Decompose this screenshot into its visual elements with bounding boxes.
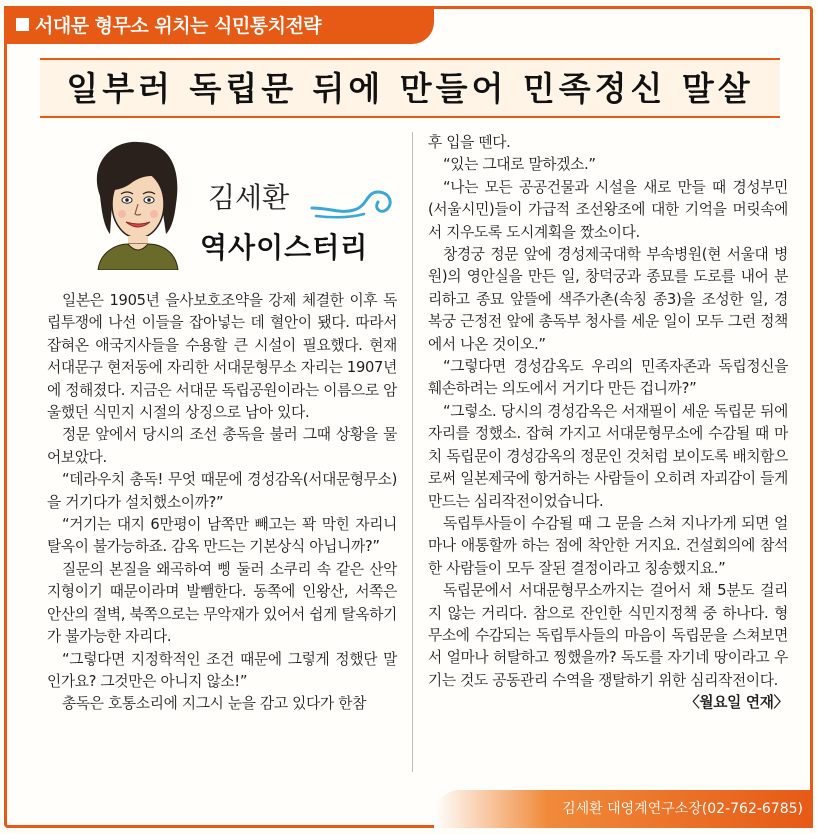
column-name: 역사이스터리 <box>200 231 369 264</box>
paragraph: 질문의 본질을 왜곡하여 삥 둘러 소쿠리 속 같은 산악지형이기 때문이라며 발뺌한다. 동쪽에 인왕산, 서쪽은 안산의 절벽, 북쪽으로는 무악재가 있어서 쉽게 탈옥하기가 불가능한 자리다. <box>47 560 398 646</box>
series-title <box>16 12 321 40</box>
paragraph: 일본은 1905년 을사보호조약을 강제 체결한 이후 독립투쟁에 나선 이들을 잡아넣는 데 혈안이 됐다. 따라서 잡혀온 애국지사들을 수용할 큰 시설이 필요했다. 현재 서대문구 현저동에 자리한 서대문형무소 자리는 1907년에 정해졌다. 지금은 서대문 독립공원이라는 이름으로 암울했던 식민지 시절의 상징으로 남아 있다. <box>47 292 398 422</box>
paragraph: “그렇다면 지정학적인 조건 때문에 그렇게 정했단 말인가요? 그것만은 아니지 않소!” <box>47 650 397 690</box>
paragraph: 정문 앞에서 당시의 조선 총독을 불러 그때 상황을 물어보았다. <box>47 426 397 466</box>
paragraph: 독립문에서 서대문형무소까지는 걸어서 채 5분도 걸리지 않는 거리다. 참으로 잔인한 식민지정책 중 하나다. 형무소에 수감되는 독립투사들의 마음이 독립문을 스쳐보면서 얼마나 허탈하고 찡했을까? 독도를 자기네 땅이라고 우기는 것도 공동관리 수역을 쟁탈하기 위한 심리작전이다. <box>428 582 788 689</box>
paragraph: “있는 그대로 말하겠소.” <box>443 156 596 174</box>
series-title-text: 서대문 형무소 위치는 식민통치전략 <box>35 15 322 37</box>
paragraph: 후 입을 뗀다. <box>428 134 511 151</box>
decorative-swirl-icon <box>310 184 400 224</box>
headline: 일부러 독립문 뒤에 만들어 민족정신 말살 <box>40 58 780 118</box>
article-column-right <box>428 132 788 715</box>
paragraph: “데라우치 총독! 무엇 때문에 경성감옥(서대문형무소)을 거기다가 설치했소이까?” <box>47 471 397 511</box>
paragraph: 창경궁 정문 앞에 경성제국대학 부속병원(현 서울대 병원)의 영안실을 만든 일, 창덕궁과 종묘를 도로를 내어 분리하고 종묘 앞뜰에 색주가촌(속칭 종3)을 조성한 일, 경복궁 근정전 앞에 총독부 청사를 세운 일이 모두 그런 정책에서 나온 것이오.” <box>428 246 788 353</box>
square-bullet-icon <box>16 18 29 31</box>
columnist-portrait-icon <box>82 134 190 270</box>
column-divider <box>412 132 413 772</box>
paragraph: “거기는 대지 6만평이 남쪽만 빼고는 꽉 막힌 자리니 탈옥이 불가능하죠. 감옥 만드는 기본상식 아닙니까?” <box>47 516 397 556</box>
columnist-name: 김세환 <box>208 181 290 214</box>
article-column-left <box>47 290 397 716</box>
paragraph: “그렇소. 당시의 경성감옥은 서재필이 세운 독립문 뒤에 자리를 정했소. 잡혀 가지고 서대문형무소에 수감될 때 마치 독립문이 경성감옥의 정문인 것처럼 보이도록 배치함으로써 일본제국에 항거하는 사람들이 오히려 자괴감이 들게 만드는 심리작전이었습니다. <box>428 402 788 510</box>
paragraph: 독립투사들이 수감될 때 그 문을 스쳐 지나가게 되면 얼마나 애통할까 하는 점에 착안한 거지요. 건설회의에 참석한 사람들이 모두 잘된 결정이라고 칭송했지요.” <box>428 514 788 577</box>
paragraph: “그렇다면 경성감옥도 우리의 민족자존과 독립정신을 훼손하려는 의도에서 거기다 만든 겁니까?” <box>428 358 788 398</box>
columnist-block <box>72 134 392 274</box>
author-credit: 김세환 대영계연구소장(02-762-6785) <box>562 801 803 817</box>
series-note: 〈월요일 연재〉 <box>684 694 788 712</box>
paragraph: 총독은 호통소리에 지그시 눈을 감고 있다가 한참 <box>62 695 366 713</box>
paragraph: “나는 모든 공공건물과 시설을 새로 만들 때 경성부민(서울시민)들이 가급적 조선왕조에 대한 기억을 머릿속에서 지우도록 도시계획을 짰소이다. <box>428 178 788 241</box>
